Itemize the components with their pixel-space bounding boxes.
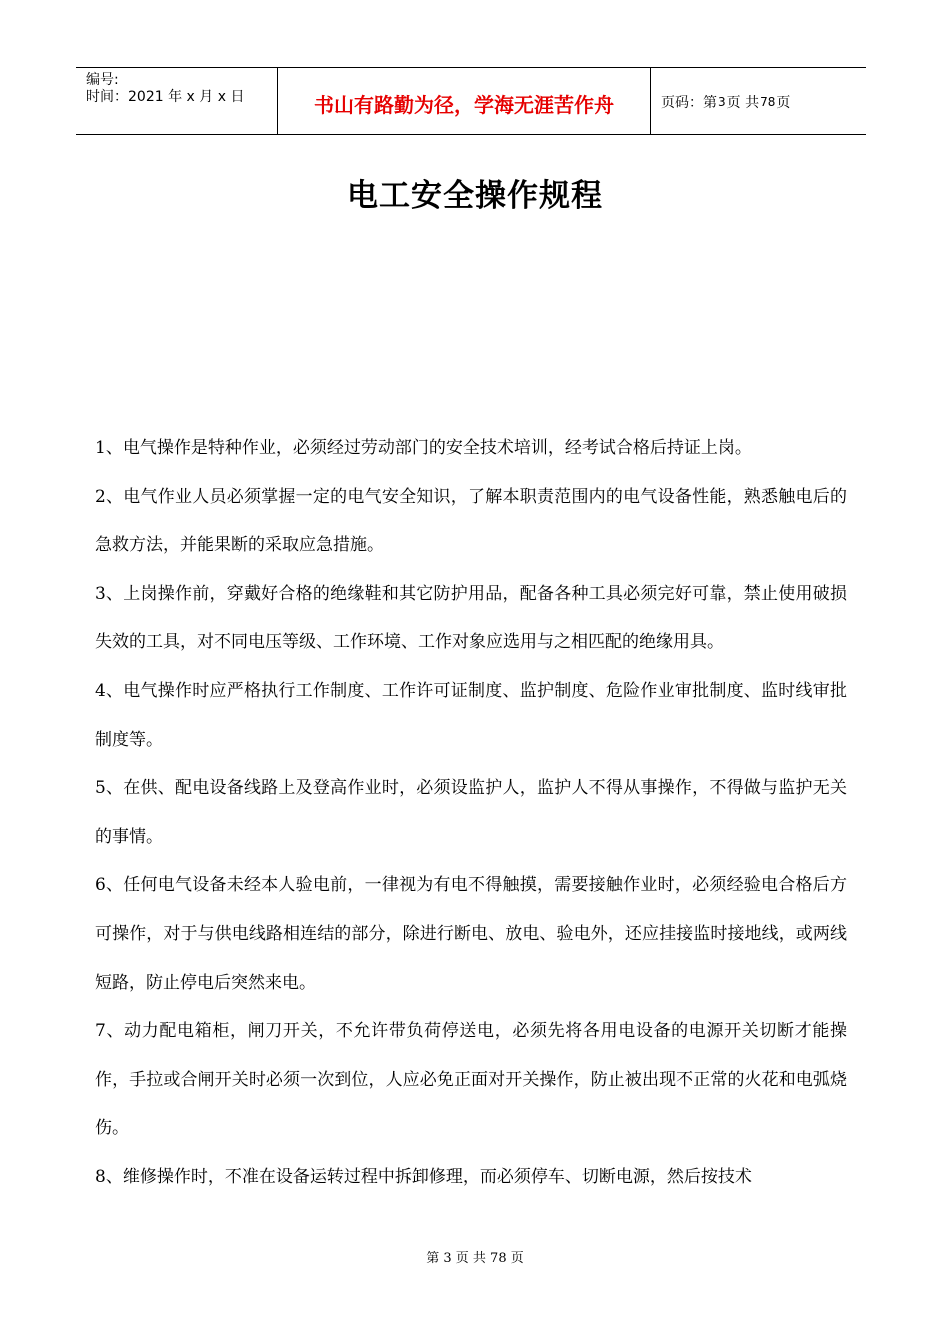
page-prefix: 页码：第 [661, 95, 717, 111]
header-motto: 书山有路勤为径，学海无涯苦作舟 [278, 68, 651, 134]
page-current: 3 [718, 95, 726, 109]
document-body [95, 424, 847, 1202]
document-time: 时间：2021 年 x 月 x 日 [86, 89, 245, 105]
paragraph: 1、电气操作是特种作业，必须经过劳动部门的安全技术培训，经考试合格后持证上岗。 [95, 438, 752, 458]
paragraph: 6、任何电气设备未经本人验电前，一律视为有电不得触摸，需要接触作业时，必须经验电合格后方可操作，对于与供电线路相连结的部分，除进行断电、放电、验电外，还应挂接监时接地线，或两线短路，防止停电后突然来电。 [95, 875, 847, 993]
paragraph: 2、电气作业人员必须掌握一定的电气安全知识，了解本职责范围内的电气设备性能，熟悉触电后的急救方法，并能果断的采取应急措施。 [95, 486, 847, 556]
header-meta [76, 68, 278, 134]
document-title: 电工安全操作规程 [347, 178, 603, 214]
page-suffix: 页 [776, 95, 791, 111]
paragraph: 8、维修操作时，不准在设备运转过程中拆卸修理，而必须停车、切断电源，然后按技术 [95, 1166, 752, 1187]
header-page-info [651, 68, 866, 134]
paragraph: 5、在供、配电设备线路上及登高作业时，必须设监护人，监护人不得从事操作，不得做与监护无关的事情。 [95, 778, 847, 847]
paragraph: 4、电气操作时应严格执行工作制度、工作许可证制度、监护制度、危险作业审批制度、监时线审批制度等。 [95, 680, 847, 750]
document-number-label: 编号: [86, 72, 119, 88]
page-total: 78 [760, 95, 776, 109]
page-header [76, 67, 866, 135]
paragraph: 3、上岗操作前，穿戴好合格的绝缘鞋和其它防护用品，配备各种工具必须完好可靠，禁止使用破损失效的工具，对不同电压等级、工作环境、工作对象应选用与之相匹配的绝缘用具。 [95, 583, 847, 653]
page-footer: 第 3 页 共 78 页 [426, 1251, 524, 1266]
page-mid: 页 共 [726, 95, 760, 111]
paragraph: 7、动力配电箱柜，闸刀开关，不允许带负荷停送电，必须先将各用电设备的电源开关切断才能操作，手拉或合闸开关时必须一次到位，人应必免正面对开关操作，防止被出现不正常的火花和电弧烧伤。 [95, 1021, 847, 1139]
